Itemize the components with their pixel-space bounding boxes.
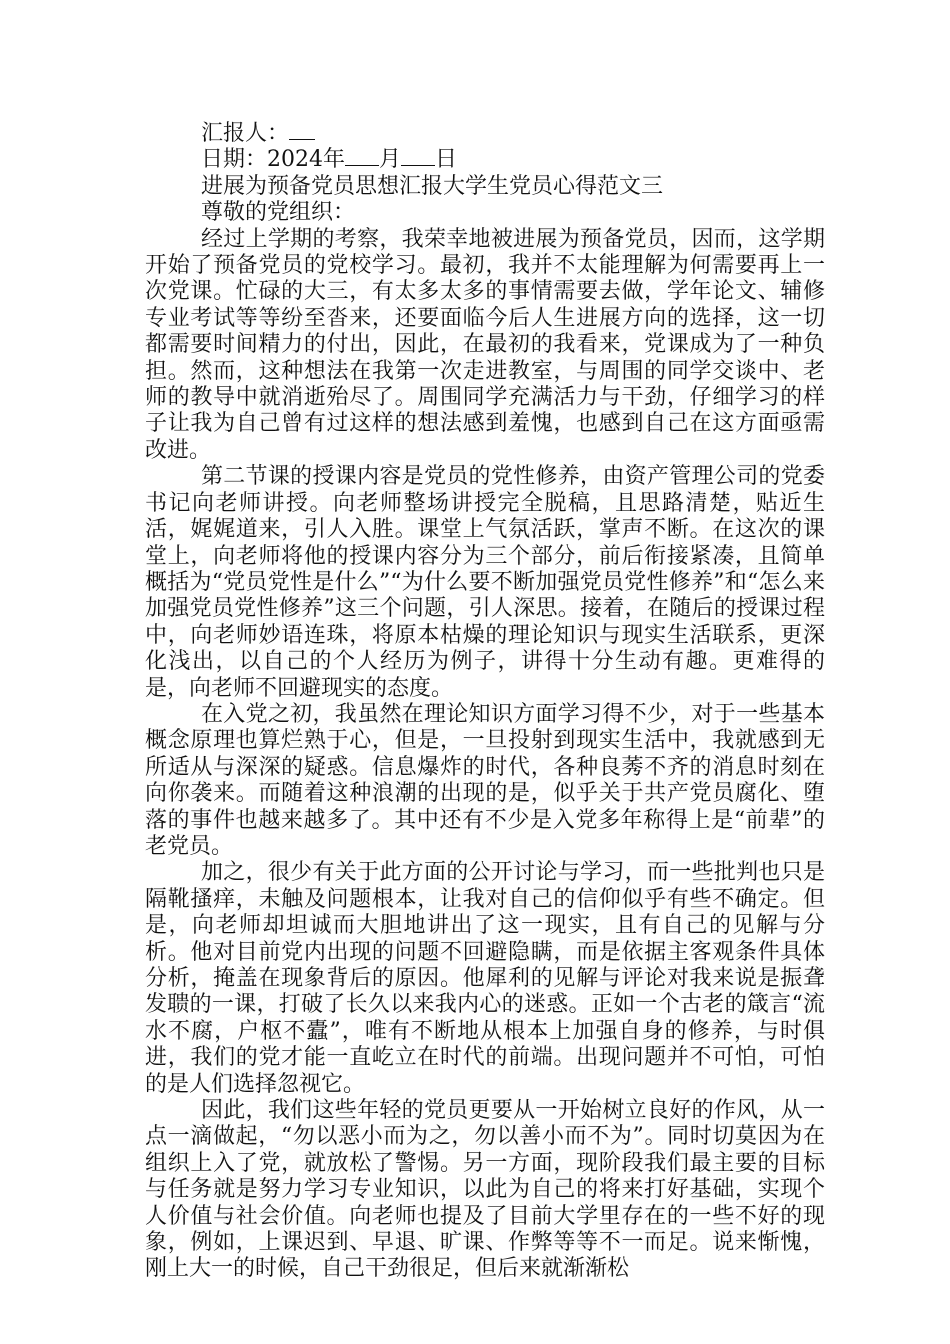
month-blank — [345, 147, 379, 166]
date-day: 日 — [435, 147, 458, 173]
date-line — [145, 147, 825, 173]
body-paragraph: 因此，我们这些年轻的党员更要从一开始树立良好的作风，从一点一滴做起，“勿以恶小而为之，勿以善小而不为”。同时切莫因为在组织上入了党，就放松了警惕。另一方面，现阶段我们最主要的目标与任务就是努力学习专业知识，以此为自己的将来打好基础，实现个人价值与社会价值。向老师也提及了目前大学里存在的一些不好的现象，例如，上课迟到、早退、旷课、作弊等等不一而足。说来惭愧，刚上大一的时候，自己干劲很足，但后来就渐渐松 — [145, 1098, 825, 1282]
reporter-blank — [289, 121, 315, 140]
body-paragraph: 在入党之初，我虽然在理论知识方面学习得不少，对于一些基本概念原理也算烂熟于心，但是，一旦投射到现实生活中，我就感到无所适从与深深的疑惑。信息爆炸的时代，各种良莠不齐的消息时刻在向你袭来。而随着这种浪潮的出现的是，似乎关于共产党员腐化、堕落的事件也越来越多了。其中还有不少是入党多年称得上是“前辈”的老党员。 — [145, 701, 825, 859]
salutation: 尊敬的党组织： — [201, 200, 356, 226]
date-label: 日期：2024年 — [201, 147, 345, 173]
document-title: 进展为预备党员思想汇报大学生党员心得范文三 — [201, 173, 664, 199]
body-paragraph: 加之，很少有关于此方面的公开讨论与学习，而一些批判也只是隔靴搔痒，未触及问题根本，让我对自己的信仰似乎有些不确定。但是，向老师却坦诚而大胆地讲出了这一现实，且有自己的见解与分析。他对目前党内出现的问题不回避隐瞒，而是依据主客观条件具体分析，掩盖在现象背后的原因。他犀利的见解与评论对我来说是振聋发聩的一课，打破了长久以来我内心的迷惑。正如一个古老的箴言“流水不腐，户枢不蠹”，唯有不断地从根本上加强自身的修养，与时俱进，我们的党才能一直屹立在时代的前端。出现问题并不可怕，可怕的是人们选择忽视它。 — [145, 860, 825, 1097]
body-paragraph: 经过上学期的考察，我荣幸地被进展为预备党员，因而，这学期开始了预备党员的党校学习。最初，我并不太能理解为何需要再上一次党课。忙碌的大三，有太多太多的事情需要去做，学年论文、辅修专业考试等等纷至沓来，还要面临今后人生进展方向的选择，这一切都需要时间精力的付出，因此，在最初的我看来，党课成为了一种负担。然而，这种想法在我第一次走进教室，与周围的同学交谈中、老师的教导中就消逝殆尽了。周围同学充满活力与干劲，仔细学习的样子让我为自己曾有过这样的想法感到羞愧，也感到自己在这方面亟需改进。 — [145, 226, 825, 463]
document-page — [145, 121, 825, 1283]
body-paragraph: 第二节课的授课内容是党员的党性修养，由资产管理公司的党委书记向老师讲授。向老师整场讲授完全脱稿，且思路清楚，贴近生活，娓娓道来，引人入胜。课堂上气氛活跃，掌声不断。在这次的课堂上，向老师将他的授课内容分为三个部分，前后衔接紧凑，且简单概括为“党员党性是什么”“为什么要不断加强党员党性修养”和“怎么来加强党员党性修养”这三个问题，引人深思。接着，在随后的授课过程中，向老师妙语连珠，将原本枯燥的理论知识与现实生活联系，更深化浅出，以自己的个人经历为例子，讲得十分生动有趣。更难得的是，向老师不回避现实的态度。 — [145, 464, 825, 701]
reporter-line — [145, 121, 825, 147]
date-month: 月 — [379, 147, 402, 173]
reporter-label: 汇报人： — [201, 121, 290, 146]
day-blank — [401, 147, 435, 166]
